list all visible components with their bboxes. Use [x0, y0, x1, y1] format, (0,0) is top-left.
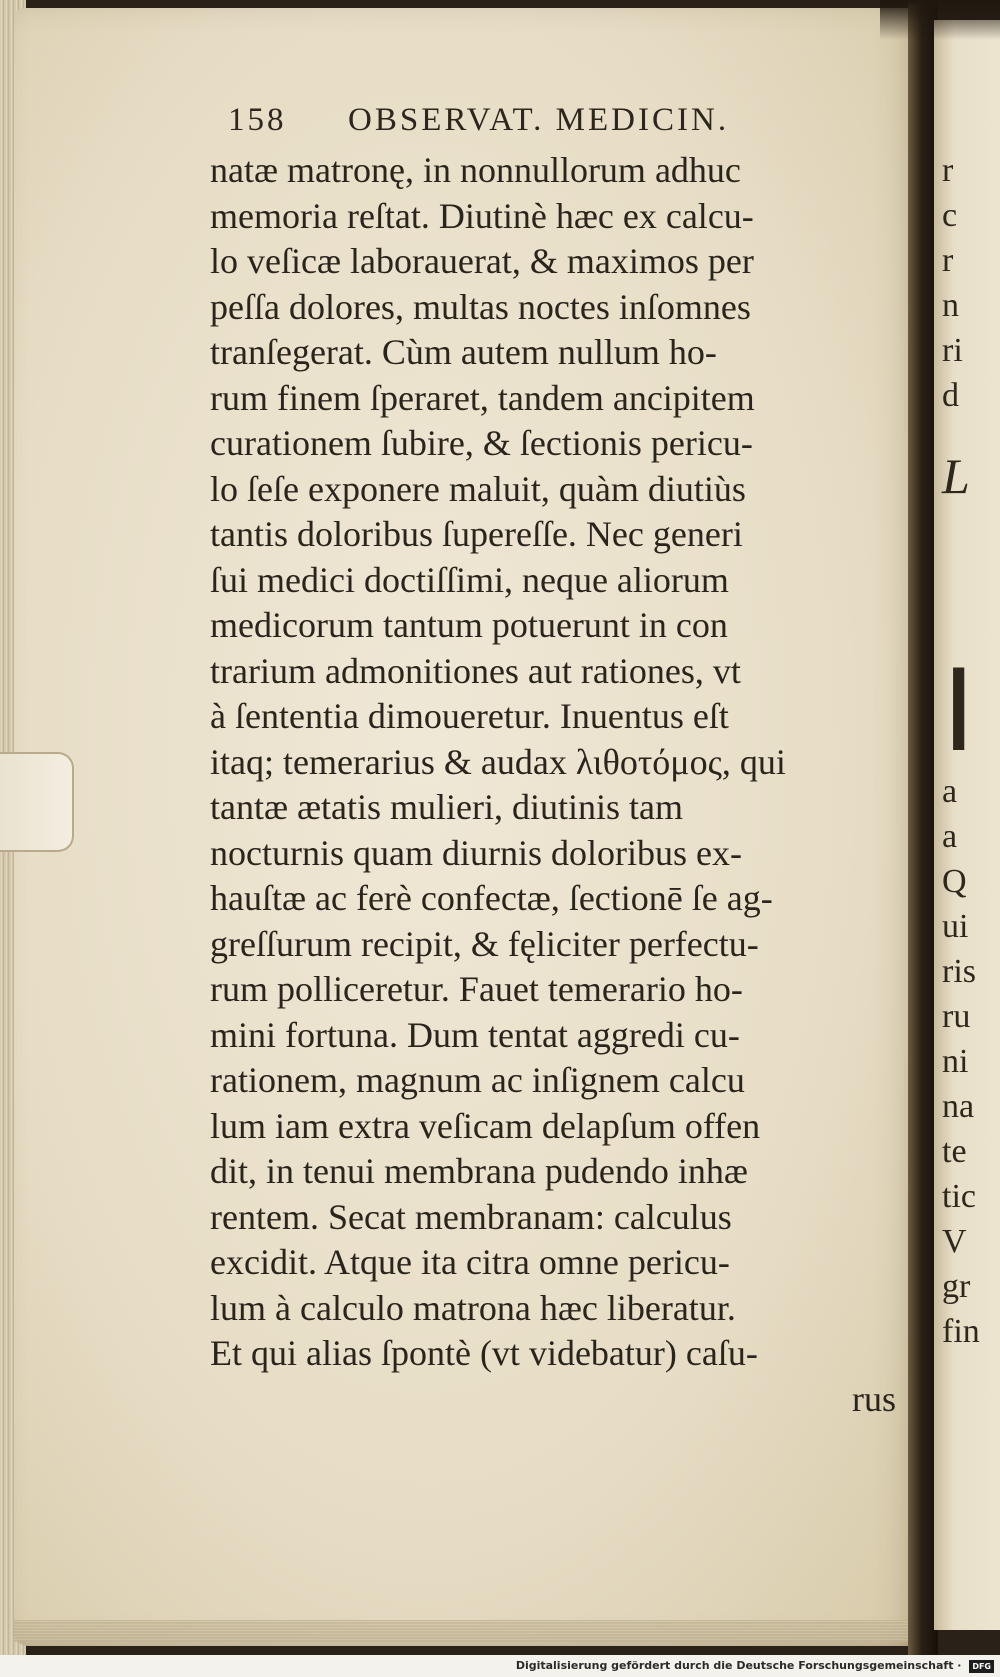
text-line: rum polliceretur. Fauet temerario ho- [210, 969, 743, 1009]
facing-fragment: V [942, 1223, 967, 1260]
facing-fragment: a [942, 818, 958, 855]
digitization-credit [0, 1655, 1000, 1677]
text-line: greſſurum recipit, & fęliciter perfectu- [210, 923, 759, 964]
text-line: itaq; temerarius & audax λιθοτόμος, qui [210, 741, 786, 782]
running-title: OBSERVAT. MEDICIN. [348, 102, 730, 138]
facing-page-text-fragments [942, 148, 1000, 1354]
text-line: tantis doloribus ſupereſſe. Nec generi [210, 514, 743, 554]
facing-fragment: ui [942, 908, 969, 945]
text-line: mini fortuna. Dum tentat aggredi cu- [210, 1014, 740, 1055]
text-line: medicorum tantum potuerunt in con [210, 605, 728, 645]
facing-fragment: ru [942, 998, 971, 1035]
facing-fragment: ri [942, 332, 963, 369]
text-line: Et qui alias ſpontè (vt videbatur) caſu- [210, 1333, 758, 1373]
facing-fragment: na [942, 1088, 975, 1125]
running-header [228, 102, 788, 148]
facing-fragment: fin [942, 1313, 980, 1350]
facing-italic-initial: L [942, 448, 970, 504]
dfg-logo: DFG [969, 1660, 994, 1673]
page-body-text [210, 148, 900, 1422]
text-line: nocturnis quam diurnis doloribus ex- [210, 832, 742, 873]
text-line: lo ſeſe exponere maluit, quàm diutiùs [210, 468, 746, 509]
facing-fragment: c [942, 197, 958, 234]
text-line: tantæ ætatis mulieri, diutinis tam [210, 787, 683, 827]
text-line: hauſtæ ac ferè confectæ, ſectionē ſe ag- [210, 878, 773, 918]
facing-drop-initial: I [942, 642, 976, 776]
text-line: ſui medici doctiſſimi, neque aliorum [210, 559, 729, 600]
text-line: excidit. Atque ita citra omne pericu- [210, 1242, 730, 1282]
facing-fragment: ris [942, 953, 976, 990]
facing-fragment: r [942, 242, 954, 279]
facing-fragment: n [942, 287, 959, 324]
text-line: lo veſicæ laborauerat, & maximos per [210, 241, 754, 281]
facing-fragment: gr [942, 1268, 971, 1305]
text-line: tranſegerat. Cùm autem nullum ho- [210, 332, 717, 372]
text-line: memoria reſtat. Diutinè hæc ex calcu- [210, 195, 754, 236]
text-line: rentem. Secat membranam: calculus [210, 1196, 732, 1237]
facing-fragment: r [942, 152, 954, 189]
page-number: 158 [228, 102, 287, 138]
text-line: natæ matronę, in nonnullorum adhuc [210, 150, 741, 190]
facing-fragment: te [942, 1133, 967, 1170]
text-line: rum finem ſperaret, tandem ancipitem [210, 377, 755, 418]
facing-fragment: tic [942, 1178, 976, 1215]
facing-fragment: Q [942, 863, 967, 900]
text-line: lum à calculo matrona hæc liberatur. [210, 1287, 736, 1328]
catchword: rus [852, 1378, 896, 1419]
text-line: dit, in tenui membrana pudendo inhæ [210, 1151, 748, 1191]
text-line: curationem ſubire, & ſectionis pericu- [210, 423, 753, 463]
credit-text: Digitalisierung gefördert durch die Deutsche Forschungsgemeinschaft · [515, 1659, 962, 1672]
text-line: peſſa dolores, multas noctes inſomnes [210, 286, 751, 327]
text-line: trarium admonitiones aut rationes, vt [210, 650, 741, 691]
binding-shadow [880, 0, 1000, 40]
text-line: à ſententia dimoueretur. Inuentus eſt [210, 696, 729, 736]
text-line: lum iam extra veſicam delapſum offen [210, 1105, 761, 1146]
page-clip [0, 752, 74, 852]
facing-fragment: a [942, 773, 958, 810]
text-line: rationem, magnum ac inſignem calcu [210, 1060, 745, 1100]
page-bottom-edge [14, 1620, 926, 1642]
facing-fragment: ni [942, 1043, 969, 1080]
facing-fragment: d [942, 377, 959, 414]
